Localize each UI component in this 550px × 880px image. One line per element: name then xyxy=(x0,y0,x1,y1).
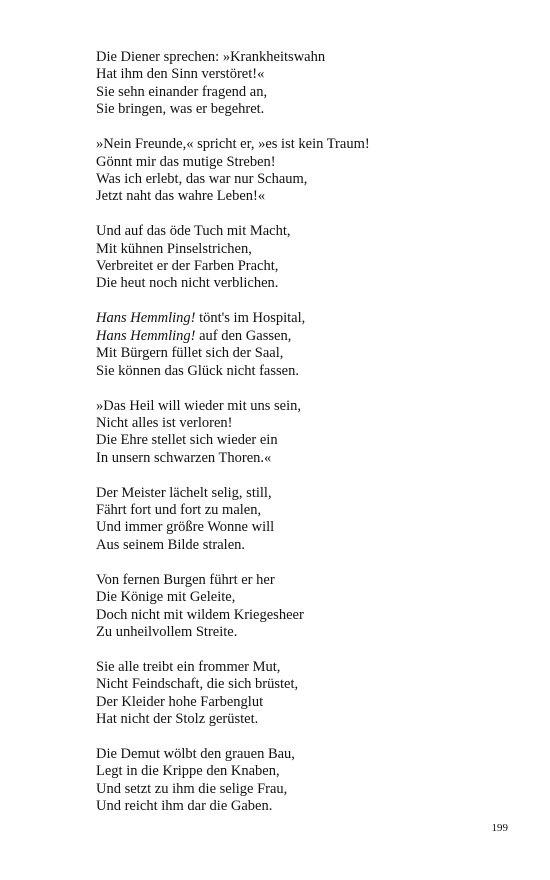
verse-line: Die Könige mit Geleite, xyxy=(96,589,236,606)
verse-line: Hat nicht der Stolz gerüstet. xyxy=(96,711,259,728)
verse-line: Doch nicht mit wildem Kriegesheer xyxy=(96,606,304,623)
verse-line: Sie bringen, was er begehret. xyxy=(96,101,265,118)
stanza-4 xyxy=(96,310,516,380)
verse-line: Jetzt naht das wahre Leben!« xyxy=(96,188,266,205)
stanza-8 xyxy=(96,659,516,729)
verse-line: In unsern schwarzen Thoren.« xyxy=(96,449,272,466)
verse-line: Aus seinem Bilde stralen. xyxy=(96,536,246,553)
stanza-9 xyxy=(96,746,516,816)
verse-line: Verbreitet er der Farben Pracht, xyxy=(96,258,279,275)
verse-text: tönt's im Hospital, xyxy=(195,310,306,327)
verse-line: Fährt fort und fort zu malen, xyxy=(96,502,262,519)
verse-line: Mit Bürgern füllet sich der Saal, xyxy=(96,345,284,362)
verse-line: Der Meister lächelt selig, still, xyxy=(96,484,272,501)
verse-line: Was ich erlebt, das war nur Schaum, xyxy=(96,170,308,187)
verse-line: Zu unheilvollem Streite. xyxy=(96,623,238,640)
verse-line: Sie können das Glück nicht fassen. xyxy=(96,362,299,379)
stanza-5 xyxy=(96,398,516,468)
verse-line: Gönnt mir das mutige Streben! xyxy=(96,153,276,170)
stanza-2 xyxy=(96,136,516,206)
verse-line xyxy=(96,310,516,327)
stanza-6 xyxy=(96,485,516,555)
name-emphasis: Hans Hemmling! xyxy=(96,327,196,344)
name-emphasis: Hans Hemmling! xyxy=(96,310,196,327)
verse-line: Die Demut wölbt den grauen Bau, xyxy=(96,746,295,762)
verse-text: auf den Gassen, xyxy=(195,327,292,344)
verse-line: Von fernen Burgen führt er her xyxy=(96,571,275,588)
stanza-3 xyxy=(96,223,516,293)
verse-line: Nicht Feindschaft, die sich brüstet, xyxy=(96,676,299,693)
stanza-1 xyxy=(96,49,516,119)
page-number: 199 xyxy=(491,822,508,834)
poem-body xyxy=(96,49,516,833)
verse-line: Hat ihm den Sinn verstöret!« xyxy=(96,66,265,83)
verse-line: Die heut noch nicht verblichen. xyxy=(96,275,279,292)
stanza-7 xyxy=(96,572,516,642)
verse-line: »Nein Freunde,« spricht er, »es ist kein Traum! xyxy=(96,136,370,153)
verse-line: Sie sehn einander fragend an, xyxy=(96,83,268,100)
verse-line: Die Ehre stellet sich wieder ein xyxy=(96,432,278,449)
verse-line: »Das Heil will wieder mit uns sein, xyxy=(96,397,301,414)
verse-line: Nicht alles ist verloren! xyxy=(96,414,233,431)
verse-line: Sie alle treibt ein frommer Mut, xyxy=(96,658,281,675)
verse-line: Legt in die Krippe den Knaben, xyxy=(96,763,280,780)
verse-line: Die Diener sprechen: »Krankheitswahn xyxy=(96,49,326,65)
verse-line: Und auf das öde Tuch mit Macht, xyxy=(96,223,291,240)
verse-line: Mit kühnen Pinselstrichen, xyxy=(96,240,252,257)
verse-line: Und immer größre Wonne will xyxy=(96,519,275,536)
verse-line: Der Kleider hohe Farbenglut xyxy=(96,693,264,710)
verse-line xyxy=(96,328,516,345)
verse-line: Und setzt zu ihm die selige Frau, xyxy=(96,780,288,797)
verse-line: Und reicht ihm dar die Gaben. xyxy=(96,798,273,815)
